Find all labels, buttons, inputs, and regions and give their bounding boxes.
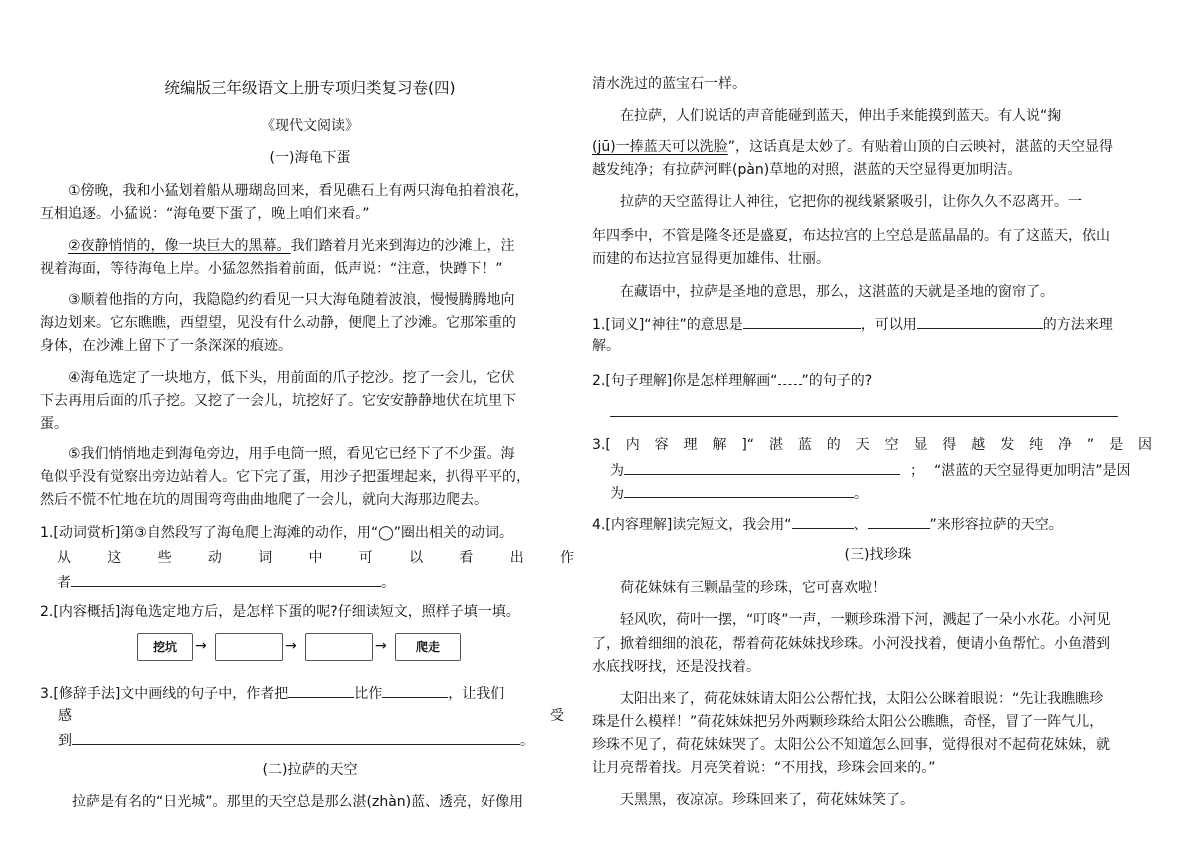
paragraph-line: 了，掀着细细的浪花，帮着荷花妹妹找珍珠。小河没找着，便请小鱼帮忙。小鱼潜到 bbox=[592, 636, 1110, 652]
answer-blank[interactable] bbox=[917, 313, 1043, 329]
answer-blank[interactable] bbox=[72, 729, 520, 745]
paragraph-line: 龟似乎没有觉察出旁边站着人。它下完了蛋，用沙子把蛋埋起来，扒得平平的， bbox=[40, 469, 530, 485]
question-r3-line2: 为 ； “湛蓝的天空显得更加明洁”是因 bbox=[610, 459, 1131, 481]
answer-line[interactable] bbox=[610, 416, 1118, 417]
page-title: 统编版三年级语文上册专项归类复习卷(四) bbox=[164, 79, 456, 97]
paragraph-line: ④海龟选定了一块地方，低下头，用前面的爪子挖沙。挖了一会儿，它伏 bbox=[68, 370, 515, 386]
section-subtitle: 《现代文阅读》 bbox=[261, 118, 359, 134]
section-heading-pearl: (三)找珍珠 bbox=[844, 547, 912, 563]
paragraph-line: 身体，在沙滩上留下了一条深深的痕迹。 bbox=[40, 338, 292, 354]
paragraph-line: 而建的布达拉宫显得更加雄伟、壮丽。 bbox=[592, 251, 830, 267]
paragraph-line: 互相追逐。小猛说：“海龟要下蛋了，晚上咱们来看。” bbox=[40, 206, 370, 222]
answer-blank[interactable] bbox=[792, 513, 854, 529]
flow-box-blank[interactable] bbox=[215, 633, 283, 661]
paragraph-line: (jū)一捧蓝天可以洗脸”，这话真是太妙了。有贴着山顶的白云映衬，湛蓝的天空显得 bbox=[592, 139, 1113, 155]
paragraph-line: 荷花妹妹有三颗晶莹的珍珠，它可喜欢啦！ bbox=[620, 580, 886, 596]
paragraph-line: 拉萨的天空蓝得让人神往，它把你的视线紧紧吸引，让你久久不忍离开。一 bbox=[620, 194, 1082, 210]
underlined-sentence: (jū)一捧蓝天可以洗脸 bbox=[592, 139, 728, 155]
paragraph-line: ①傍晚，我和小猛划着船从珊瑚岛回来，看见礁石上有两只海龟拍着浪花， bbox=[68, 183, 529, 199]
paragraph-line: 越发纯净；有拉萨河畔(pàn)草地的对照，湛蓝的天空显得更加明洁。 bbox=[592, 162, 1022, 178]
answer-blank[interactable] bbox=[624, 482, 854, 498]
paragraph-line: ③顺着他指的方向，我隐隐约约看见一只大海龟随着波浪，慢慢腾腾地向 bbox=[68, 292, 515, 308]
question-r3-line3: 为 。 bbox=[610, 482, 868, 504]
question-r3: 3.[内容理解]“湛蓝的天空显得越发纯净”是因 bbox=[592, 437, 1152, 453]
paragraph-line: 拉萨是有名的“日光城”。那里的天空总是那么湛(zhàn)蓝、透亮，好像用 bbox=[72, 794, 524, 810]
arrow-right-icon: → bbox=[195, 638, 207, 654]
section-heading-lhasa: (二)拉萨的天空 bbox=[262, 762, 358, 778]
paragraph-line: 珠是什么模样！”荷花妹妹把另外两颗珍珠给太阳公公瞧瞧，奇怪，冒了一阵气儿， bbox=[592, 714, 1104, 730]
question-r1: 1.[词义]“神往”的意思是 ，可以用 的方法来理 bbox=[592, 313, 1113, 335]
question-r1-line2: 解。 bbox=[592, 338, 620, 354]
paragraph-line: 下去再用后面的爪子挖。又挖了一会儿，坑挖好了。它安安静静地伏在坑里下 bbox=[40, 393, 516, 409]
paragraph-text: 我们踏着月光来到海边的沙滩上，注 bbox=[290, 238, 515, 254]
answer-blank[interactable] bbox=[382, 682, 448, 698]
paragraph-line: 海边划来。它东瞧瞧，西望望，见没有什么动静，便爬上了沙滩。它那笨重的 bbox=[40, 315, 516, 331]
underline-sample bbox=[778, 369, 802, 385]
arrow-right-icon: → bbox=[375, 638, 387, 654]
paragraph-line bbox=[68, 236, 515, 256]
paragraph-line: 视着海面，等待海龟上岸。小猛忽然指着前面，低声说：“注意，快蹲下！” bbox=[40, 261, 503, 277]
question-1: 1.[动词赏析]第③自然段写了海龟爬上海滩的动作，用“◯”圈出相关的动词。 bbox=[40, 525, 514, 541]
question-3: 3.[修辞手法]文中画线的句子中，作者把 比作 ，让我们 bbox=[40, 682, 504, 704]
question-3-answer: 到 。 bbox=[58, 729, 534, 751]
question-2: 2.[内容概括]海龟选定地方后，是怎样下蛋的呢?仔细读短文，照样子填一填。 bbox=[40, 604, 520, 620]
paragraph-line: 天黑黑，夜凉凉。珍珠回来了，荷花妹妹笑了。 bbox=[620, 792, 914, 808]
question-3-line2a: 感 bbox=[58, 708, 72, 724]
paragraph-line: 然后不慌不忙地在坑的周围弯弯曲曲地爬了一会儿，就向大海那边爬去。 bbox=[40, 492, 488, 508]
question-r4: 4.[内容理解]读完短文，我会用“ 、 ”来形容拉萨的天空。 bbox=[592, 513, 1063, 535]
paragraph-line: 蛋。 bbox=[40, 416, 68, 432]
underlined-sentence: ②夜静悄悄的，像一块巨大的黑幕。 bbox=[68, 238, 291, 254]
answer-blank[interactable] bbox=[71, 571, 381, 587]
question-1-answer: 者 。 bbox=[57, 571, 395, 593]
question-r2: 2.[句子理解]你是怎样理解画“ ”的句子的? bbox=[592, 369, 872, 391]
question-3-line2b: 受 bbox=[550, 708, 564, 724]
answer-blank[interactable] bbox=[743, 313, 861, 329]
paragraph-line: 年四季中，不管是隆冬还是盛夏，布达拉宫的上空总是蓝晶晶的。有了这蓝天，依山 bbox=[592, 228, 1110, 244]
paragraph-line: 轻风吹，荷叶一摆，“叮咚”一声，一颗珍珠滑下河，溅起了一朵小水花。小河见 bbox=[620, 612, 1111, 628]
paragraph-line: ⑤我们悄悄地走到海龟旁边，用手电筒一照，看见它已经下了不少蛋。海 bbox=[68, 446, 515, 462]
paragraph-line: 在藏语中，拉萨是圣地的意思，那么，这湛蓝的天就是圣地的窗帘了。 bbox=[620, 284, 1054, 300]
paragraph-line: 清水洗过的蓝宝石一样。 bbox=[592, 76, 746, 92]
flow-box-last: 爬走 bbox=[395, 633, 461, 661]
paragraph-line: 太阳出来了，荷花妹妹请太阳公公帮忙找，太阳公公眯着眼说：“先让我瞧瞧珍 bbox=[620, 691, 1104, 707]
paragraph-line: 珍珠不见了，荷花妹妹哭了。太阳公公不知道怎么回事，觉得很对不起荷花妹妹，就 bbox=[592, 737, 1110, 753]
paragraph-line: 在拉萨，人们说话的声音能碰到蓝天，伸出手来能摸到蓝天。有人说“掬 bbox=[620, 108, 1062, 124]
flow-box-blank[interactable] bbox=[305, 633, 373, 661]
flow-box-first: 挖坑 bbox=[137, 633, 193, 661]
section-heading-turtle: (一)海龟下蛋 bbox=[269, 150, 351, 166]
arrow-right-icon: → bbox=[285, 638, 297, 654]
paragraph-line: 让月亮帮着找。月亮笑着说：“不用找，珍珠会回来的。” bbox=[592, 760, 936, 776]
answer-blank[interactable] bbox=[868, 513, 930, 529]
paragraph-line: 水底找呀找，还是没找着。 bbox=[592, 659, 760, 675]
question-1-line2: 从这些动词中可以看出作 bbox=[57, 550, 574, 566]
answer-blank[interactable] bbox=[624, 459, 900, 475]
answer-blank[interactable] bbox=[288, 682, 354, 698]
